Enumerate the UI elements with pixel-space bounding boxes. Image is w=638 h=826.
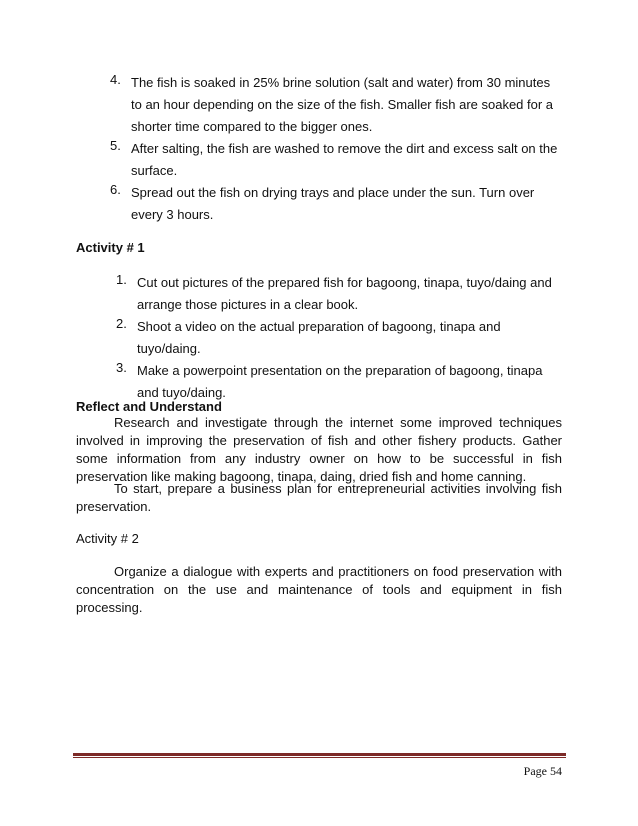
activity-2-paragraph: Organize a dialogue with experts and practitioners on food preservation with concentration on the use and maintenance of tools and equipment in fish processing. [76,564,562,615]
list-item [116,360,562,404]
list-item [110,138,560,182]
list-item [110,182,560,226]
list-text: The fish is soaked in 25% brine solution (salt and water) from 30 minutes to an hour depending on the size of the fish. Smaller fish are soaked for a shorter time compared to the bigger ones. [131,75,554,134]
list-number: 4. [110,72,121,87]
footer-rule [73,753,566,756]
list-number: 2. [116,316,127,331]
reflect-heading: Reflect and Understand [76,399,222,414]
list-item [110,72,560,138]
list-text: Shoot a video on the actual preparation of bagoong, tinapa and tuyo/daing. [137,319,501,356]
list-item [116,272,562,316]
list-text: Make a powerpoint presentation on the preparation of bagoong, tinapa and tuyo/daing. [137,363,543,400]
footer-rule-thin [73,757,566,758]
list-item [116,316,562,360]
procedure-list [110,72,560,226]
list-text: After salting, the fish are washed to remove the dirt and excess salt on the surface. [131,141,558,178]
activity-1-heading: Activity # 1 [76,240,145,255]
reflect-paragraph-1: Research and investigate through the internet some improved techniques involved in improving the preservation of fish and other fishery products. Gather some information from any industry owner on how to be successful in fish preservation like making bagoong, tinapa, daing, dried fish and home canning. [76,415,562,484]
list-text: Spread out the fish on drying trays and place under the sun. Turn over every 3 hours. [131,185,535,222]
list-number: 6. [110,182,121,197]
list-number: 1. [116,272,127,287]
list-number: 3. [116,360,127,375]
list-text: Cut out pictures of the prepared fish for bagoong, tinapa, tuyo/daing and arrange those pictures in a clear book. [137,275,552,312]
reflect-paragraph-2: To start, prepare a business plan for entrepreneurial activities involving fish preservation. [76,481,562,514]
page-number: Page 54 [523,764,562,778]
activity-2-heading: Activity # 2 [76,531,139,546]
list-number: 5. [110,138,121,153]
activity-1-list [116,272,562,404]
